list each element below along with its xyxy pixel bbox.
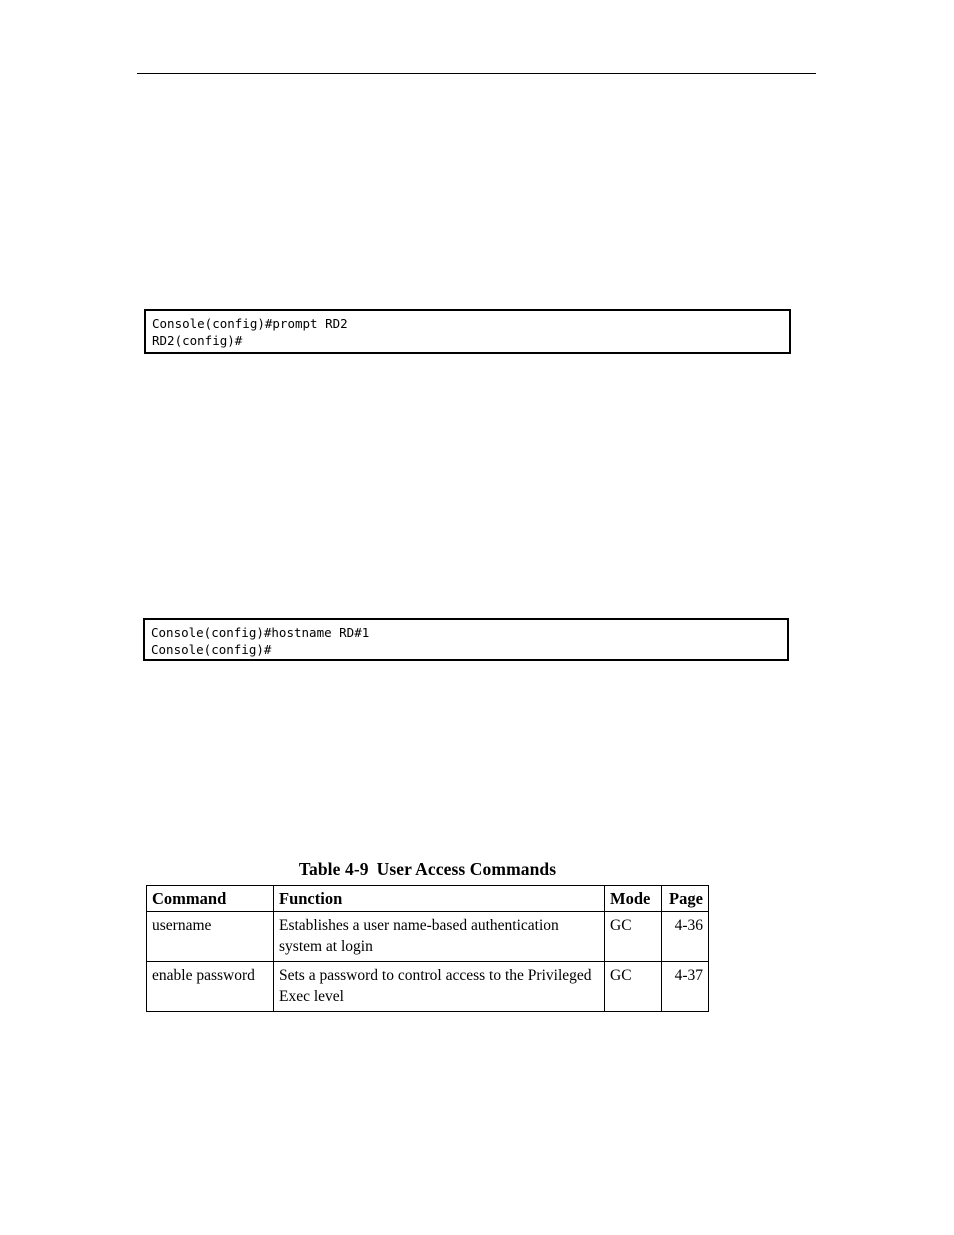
table-header-row	[147, 886, 709, 912]
header-mode: Mode	[605, 886, 662, 912]
cell-function: Sets a password to control access to the Privileged Exec level	[274, 962, 605, 1012]
code-line: Console(config)#prompt RD2	[152, 316, 348, 331]
code-example-hostname	[143, 618, 789, 661]
table-caption-number: Table 4-9	[298, 859, 369, 879]
code-line: Console(config)#hostname RD#1	[151, 625, 370, 640]
header-rule	[137, 73, 816, 74]
cell-mode: GC	[605, 912, 662, 962]
table-row	[147, 912, 709, 962]
table-caption-title: User Access Commands	[376, 859, 557, 879]
header-command: Command	[147, 886, 274, 912]
cell-command: enable password	[147, 962, 274, 1012]
cell-mode: GC	[605, 962, 662, 1012]
table-row	[147, 962, 709, 1012]
header-page: Page	[662, 886, 709, 912]
cell-page: 4-36	[662, 912, 709, 962]
header-function: Function	[274, 886, 605, 912]
code-line: RD2(config)#	[152, 333, 243, 348]
cell-function: Establishes a user name-based authentication system at login	[274, 912, 605, 962]
table-caption	[146, 859, 709, 880]
cell-page: 4-37	[662, 962, 709, 1012]
code-example-prompt	[144, 309, 791, 354]
user-access-commands-table	[146, 885, 709, 1012]
cell-command: username	[147, 912, 274, 962]
code-line: Console(config)#	[151, 642, 272, 657]
